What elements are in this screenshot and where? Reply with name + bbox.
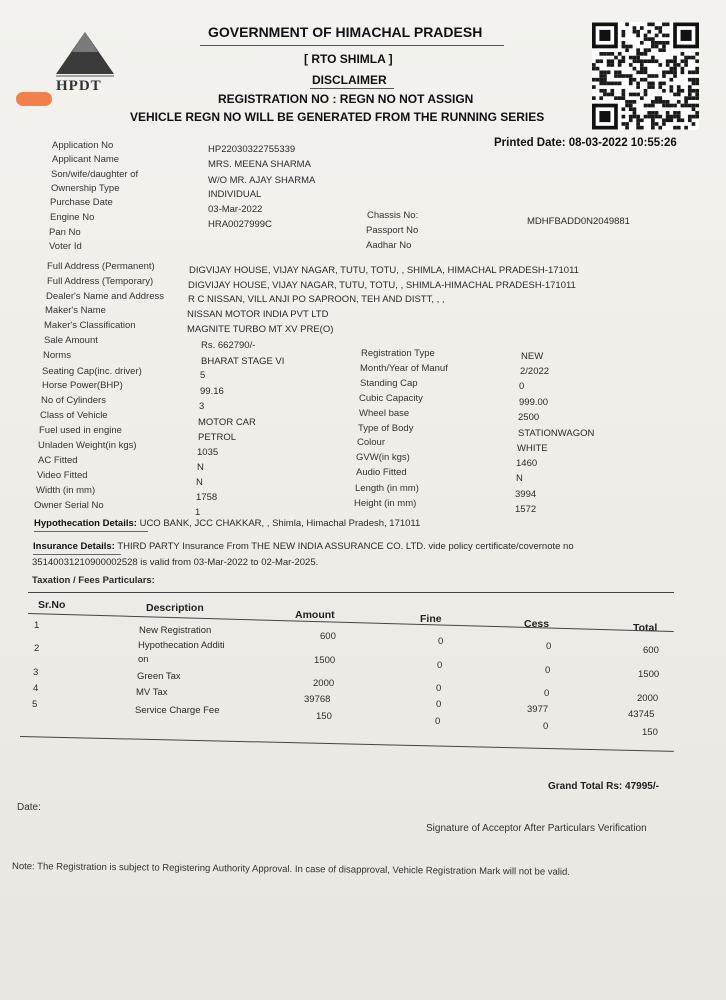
wheelbase-label: Wheel base bbox=[359, 408, 410, 419]
aadhar-no-label: Aadhar No bbox=[366, 240, 412, 251]
gvw-value: 1460 bbox=[516, 458, 538, 469]
sale-amount-label: Sale Amount bbox=[44, 335, 98, 346]
height-value: 1572 bbox=[515, 504, 537, 515]
table-cell-total: 43745 bbox=[628, 709, 655, 720]
ulw-label: Unladen Weight(in kgs) bbox=[38, 440, 137, 451]
passport-no-label: Passport No bbox=[366, 225, 419, 236]
audio-label: Audio Fitted bbox=[356, 467, 407, 478]
hp-value: 99.16 bbox=[200, 386, 224, 397]
col-header-fine: Fine bbox=[420, 613, 442, 625]
cylinders-label: No of Cylinders bbox=[41, 395, 106, 406]
reg-type-label: Registration Type bbox=[361, 348, 435, 359]
colour-value: WHITE bbox=[517, 443, 548, 454]
col-header-amount: Amount bbox=[295, 609, 335, 621]
rto-title: [ RTO SHIMLA ] bbox=[304, 52, 393, 66]
government-title: GOVERNMENT OF HIMACHAL PRADESH bbox=[208, 24, 483, 40]
table-cell-fine: 0 bbox=[436, 699, 442, 710]
gvw-label: GVW(in kgs) bbox=[356, 452, 410, 463]
body-value: STATIONWAGON bbox=[518, 428, 595, 439]
voter-id-label: Voter Id bbox=[49, 241, 82, 252]
table-cell-srno: 4 bbox=[33, 683, 39, 694]
video-label: Video Fitted bbox=[37, 470, 88, 481]
colour-label: Colour bbox=[357, 437, 385, 448]
purchase-date-value: 03-Mar-2022 bbox=[208, 204, 263, 215]
table-cell-amount: 600 bbox=[320, 631, 336, 642]
audio-value: N bbox=[516, 473, 523, 484]
reg-type-value: NEW bbox=[521, 351, 544, 362]
standing-value: 0 bbox=[519, 381, 525, 392]
taxation-title: Taxation / Fees Particulars: bbox=[32, 575, 155, 586]
table-cell-amount: 150 bbox=[316, 711, 332, 722]
table-cell-fine: 0 bbox=[437, 660, 443, 671]
table-cell-amount: 1500 bbox=[314, 655, 336, 666]
hypothecation-details bbox=[34, 518, 420, 529]
body-label: Type of Body bbox=[358, 423, 414, 434]
signature-line: Signature of Acceptor After Particulars Verification bbox=[426, 823, 647, 834]
table-cell-srno: 5 bbox=[32, 699, 38, 710]
ownership-type-value: INDIVIDUAL bbox=[208, 189, 262, 200]
relation-label: Son/wife/daughter of bbox=[51, 169, 139, 180]
table-cell-total: 150 bbox=[642, 727, 658, 738]
cc-value: 999.00 bbox=[519, 397, 549, 408]
date-label: Date: bbox=[17, 802, 41, 813]
seating-label: Seating Cap(inc. driver) bbox=[42, 366, 142, 377]
length-value: 3994 bbox=[515, 489, 537, 500]
address-temporary-label: Full Address (Temporary) bbox=[47, 276, 154, 287]
hypothecation-text: UCO BANK, JCC CHAKKAR, , Shimla, Himachal Pradesh, 171011 bbox=[139, 518, 421, 529]
norms-label: Norms bbox=[43, 350, 71, 361]
application-no-label: Application No bbox=[52, 140, 114, 151]
table-cell-fine: 0 bbox=[435, 716, 441, 727]
series-note: VEHICLE REGN NO WILL BE GENERATED FROM THE RUNNING SERIES bbox=[130, 110, 545, 124]
table-cell-cess: 0 bbox=[545, 665, 551, 676]
height-label: Height (in mm) bbox=[354, 498, 417, 509]
table-cell-description: Service Charge Fee bbox=[135, 705, 220, 716]
maker-label: Maker's Name bbox=[45, 305, 106, 316]
address-permanent-value: DIGVIJAY HOUSE, VIJAY NAGAR, TUTU, TOTU, , SHIMLA, HIMACHAL PRADESH-171011 bbox=[189, 265, 579, 276]
address-temporary-value: DIGVIJAY HOUSE, VIJAY NAGAR, TUTU, TOTU, , SHIMLA-HIMACHAL PRADESH-171011 bbox=[188, 280, 576, 291]
class-label: Class of Vehicle bbox=[40, 410, 108, 421]
disclaimer-title: DISCLAIMER bbox=[312, 73, 387, 87]
hp-label: Horse Power(BHP) bbox=[42, 380, 123, 391]
wheelbase-value: 2500 bbox=[518, 412, 540, 423]
cc-label: Cubic Capacity bbox=[359, 393, 423, 404]
col-header-cess: Cess bbox=[524, 618, 550, 630]
table-cell-fine: 0 bbox=[438, 636, 444, 647]
table-cell-amount: 39768 bbox=[304, 694, 331, 705]
table-cell-cess: 3977 bbox=[527, 704, 549, 715]
engine-no-value: HRA0027999C bbox=[208, 219, 272, 230]
classification-label: Maker's Classification bbox=[44, 320, 136, 331]
fuel-label: Fuel used in engine bbox=[39, 425, 122, 436]
footer-note: Note: The Registration is subject to Registering Authority Approval. In case of disapproval, Vehicle Registration Mark will not be valid. bbox=[11, 861, 571, 878]
col-header-description: Description bbox=[146, 602, 204, 614]
table-cell-srno: 1 bbox=[34, 620, 40, 631]
norms-value: BHARAT STAGE VI bbox=[201, 356, 285, 367]
width-value: 1758 bbox=[196, 492, 218, 503]
printed-date: Printed Date: 08-03-2022 10:55:26 bbox=[494, 137, 677, 149]
table-cell-cess: 0 bbox=[546, 641, 552, 652]
insurance-label: Insurance Details: bbox=[33, 541, 115, 552]
engine-no-label: Engine No bbox=[50, 212, 95, 223]
dealer-value: R C NISSAN, VILL ANJI PO SAPROON, TEH AND DISTT, , , bbox=[188, 294, 445, 305]
dealer-label: Dealer's Name and Address bbox=[46, 291, 164, 302]
ulw-value: 1035 bbox=[197, 447, 219, 458]
fuel-value: PETROL bbox=[198, 432, 237, 443]
ac-value: N bbox=[197, 462, 204, 473]
cylinders-value: 3 bbox=[199, 401, 205, 412]
pan-no-label: Pan No bbox=[49, 227, 81, 238]
table-cell-cess: 0 bbox=[543, 721, 549, 732]
manuf-label: Month/Year of Manuf bbox=[360, 363, 448, 374]
table-cell-description: Green Tax bbox=[137, 671, 181, 682]
relation-value: W/O MR. AJAY SHARMA bbox=[208, 175, 316, 186]
width-label: Width (in mm) bbox=[36, 485, 96, 496]
seating-value: 5 bbox=[200, 370, 206, 381]
maker-value: NISSAN MOTOR INDIA PVT LTD bbox=[187, 309, 329, 320]
logo-text: HPDT bbox=[56, 78, 102, 94]
table-cell-total: 1500 bbox=[638, 669, 660, 680]
ac-label: AC Fitted bbox=[38, 455, 78, 466]
applicant-name-value: MRS. MEENA SHARMA bbox=[208, 159, 311, 170]
hpdt-logo bbox=[52, 30, 118, 100]
address-permanent-label: Full Address (Permanent) bbox=[47, 261, 155, 272]
purchase-date-label: Purchase Date bbox=[50, 197, 113, 208]
ownership-type-label: Ownership Type bbox=[51, 183, 120, 194]
application-no-value: HP22030322755339 bbox=[208, 144, 296, 155]
owner-serial-value: 1 bbox=[195, 507, 201, 518]
insurance-details bbox=[33, 541, 574, 552]
sale-amount-value: Rs. 662790/- bbox=[201, 340, 256, 351]
length-label: Length (in mm) bbox=[355, 483, 419, 494]
table-cell-description: MV Tax bbox=[136, 687, 168, 698]
table-cell-srno: 3 bbox=[33, 667, 39, 678]
manuf-value: 2/2022 bbox=[520, 366, 550, 377]
table-cell-srno: 2 bbox=[34, 643, 40, 654]
qr-code bbox=[592, 22, 699, 130]
standing-label: Standing Cap bbox=[360, 378, 418, 389]
grand-total: Grand Total Rs: 47995/- bbox=[548, 781, 659, 792]
table-cell-description: Hypothecation Additi bbox=[138, 640, 225, 651]
chassis-no-value: MDHFBADD0N2049881 bbox=[527, 216, 630, 227]
class-value: MOTOR CAR bbox=[198, 417, 256, 428]
classification-value: MAGNITE TURBO MT XV PRE(O) bbox=[187, 324, 334, 335]
insurance-policy-line: 35140031210900002528 is valid from 03-Mar-2022 to 02-Mar-2025. bbox=[32, 557, 319, 568]
table-cell-total: 2000 bbox=[637, 693, 659, 704]
table-cell-cess: 0 bbox=[544, 688, 550, 699]
hypothecation-label: Hypothecation Details: bbox=[34, 518, 137, 529]
registration-no: REGISTRATION NO : REGN NO NOT ASSIGN bbox=[218, 92, 474, 106]
col-header-srno: Sr.No bbox=[38, 599, 66, 611]
chassis-no-label: Chassis No: bbox=[367, 210, 419, 221]
owner-serial-label: Owner Serial No bbox=[34, 500, 104, 511]
video-value: N bbox=[196, 477, 203, 488]
table-cell-description: on bbox=[138, 654, 149, 665]
table-cell-amount: 2000 bbox=[313, 678, 335, 689]
table-cell-total: 600 bbox=[643, 645, 659, 656]
redaction-mark bbox=[16, 92, 52, 106]
table-cell-description: New Registration bbox=[139, 625, 212, 636]
insurance-text: THIRD PARTY Insurance From THE NEW INDIA ASSURANCE CO. LTD. vide policy certificate/covernote no bbox=[117, 541, 574, 552]
applicant-name-label: Applicant Name bbox=[52, 154, 120, 165]
table-cell-fine: 0 bbox=[436, 683, 442, 694]
col-header-total: Total bbox=[633, 622, 658, 634]
qr-code-graphic bbox=[592, 22, 699, 130]
